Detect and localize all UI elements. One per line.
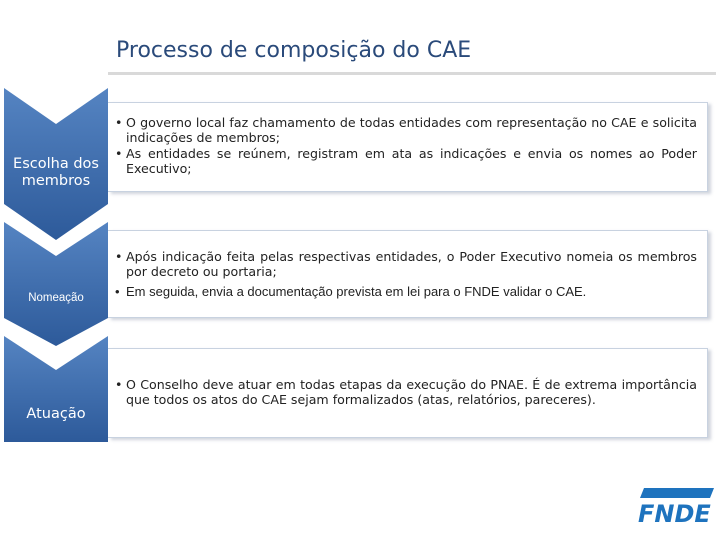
step-2-bullet-2: • Em seguida, envia a documentação prevista em lei para o FNDE validar o CAE. [115, 283, 587, 299]
page-title: Processo de composição do CAE [116, 38, 472, 63]
fnde-logo [630, 486, 716, 526]
step-1-bullet-2: • As entidades se reúnem, registram em ata as indicações e envia os nomes ao Poder Executivo; [115, 145, 697, 177]
step-2-bullet-1: • Após indicação feita pelas respectivas entidades, o Poder Executivo nomeia os membros por decreto ou portaria; [115, 249, 697, 280]
chevron-step-3 [4, 336, 108, 442]
step-1-bullet-1: • O governo local faz chamamento de todas entidades com representação no CAE e solicita indicações de membros; [115, 115, 697, 146]
step-label-escolha-dos-membros: Escolha dos membros [13, 156, 99, 189]
title-divider [108, 72, 716, 75]
step-3-description-box [108, 348, 708, 438]
step-2-description-box [108, 230, 708, 318]
chevron-step-2 [4, 222, 108, 346]
fnde-logo-text: FNDE [638, 500, 711, 526]
chevron-step-1 [4, 88, 108, 240]
step-label-nomeacao: Nomeação [28, 292, 84, 304]
step-3-bullet-1: • O Conselho deve atuar em todas etapas da execução do PNAE. É de extrema importância que todos os atos do CAE sejam formalizados (atas, relatórios, pareceres). [115, 377, 697, 408]
step-1-description-box [108, 102, 708, 192]
step-label-atuacao: Atuação [26, 406, 86, 422]
